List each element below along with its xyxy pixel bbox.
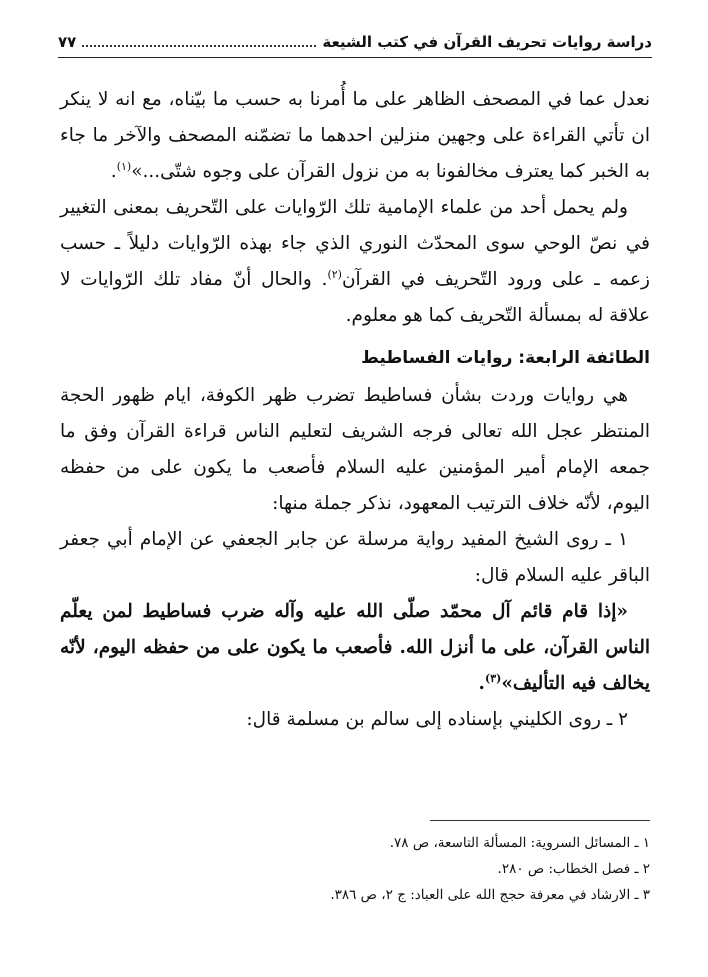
paragraph-text: نعدل عما في المصحف الظاهر على ما أُمرنا به حسب ما بيّناه، مع انه لا ينكر ان تأتي القراءة على وجهين منزلين احدهما ما تضمّنه المصحف والآخر ما جاء به الخبر كما يعترف مخالفونا به من نزول القرآن على وجوه شتّى...» — [60, 89, 650, 182]
paragraph: هي روايات وردت بشأن فساطيط تضرب ظهر الكوفة، ايام ظهور الحجة المنتظر عجل الله تعالى فرجه الشريف لتعليم الناس قراءة القرآن وفق ما جمعه الإمام أمير المؤمنين عليه السلام فأصعب ما يكون على من حفظه اليوم، لأنّه خلاف الترتيب المعهود، نذكر جملة منها: — [60, 385, 650, 514]
paragraph — [60, 82, 650, 190]
footnote-divider — [430, 820, 650, 821]
footnote: ٣ ـ الارشاد في معرفة حجج الله على العباد: ج ٢، ص ٣٨٦. — [330, 887, 650, 903]
body-text — [60, 82, 650, 738]
footnotes — [60, 830, 650, 908]
quotation — [60, 594, 650, 702]
footnote-ref: (١) — [116, 159, 132, 173]
paragraph — [60, 190, 650, 334]
numbered-item: ٢ ـ روى الكليني بإسناده إلى سالم بن مسلمة قال: — [246, 709, 628, 730]
dot-leader — [82, 45, 316, 47]
paragraph-text: ولم يحمل أحد من علماء الإمامية تلك الرّوايات على التّحريف بمعنى التغيير في نصّ الوحي سوى المحدّث النوري الذي جاء بهذه الرّوايات دليلاً ـ حسب زعمه ـ على ورود التّحريف في القرآن — [60, 197, 650, 290]
paragraph-text: . والحال أنّ مفاد تلك الرّوايات لا علاقة له بمسألة التّحريف كما هو معلوم. — [60, 269, 650, 326]
page-number: ٧٧ — [58, 33, 77, 51]
footnote-ref: (٢) — [327, 267, 342, 281]
running-head-title: دراسة روايات تحريف القرآن في كتب الشيعة — [322, 33, 652, 51]
footnote: ١ ـ المسائل السروية: المسألة التاسعة، ص ٧٨. — [389, 835, 650, 851]
numbered-item: ١ ـ روى الشيخ المفيد رواية مرسلة عن جابر الجعفي عن الإمام أبي جعفر الباقر عليه السلام قال: — [60, 529, 650, 586]
punctuation: . — [478, 673, 485, 694]
quotation-text: «إذا قام قائم آل محمّد صلّى الله عليه وآله ضرب فساطيط لمن يعلّم الناس القرآن، على ما أنزل الله. فأصعب ما يكون على من حفظه اليوم، لأنّه يخالف فيه التأليف» — [60, 601, 650, 694]
section-heading: الطائفة الرابعة: روايات الفساطيط — [361, 348, 650, 368]
running-head — [58, 27, 652, 58]
footnote: ٢ ـ فصل الخطاب: ص ٢٨٠. — [497, 861, 650, 877]
footnote-ref: (٣) — [484, 671, 502, 685]
punctuation: . — [110, 161, 117, 182]
